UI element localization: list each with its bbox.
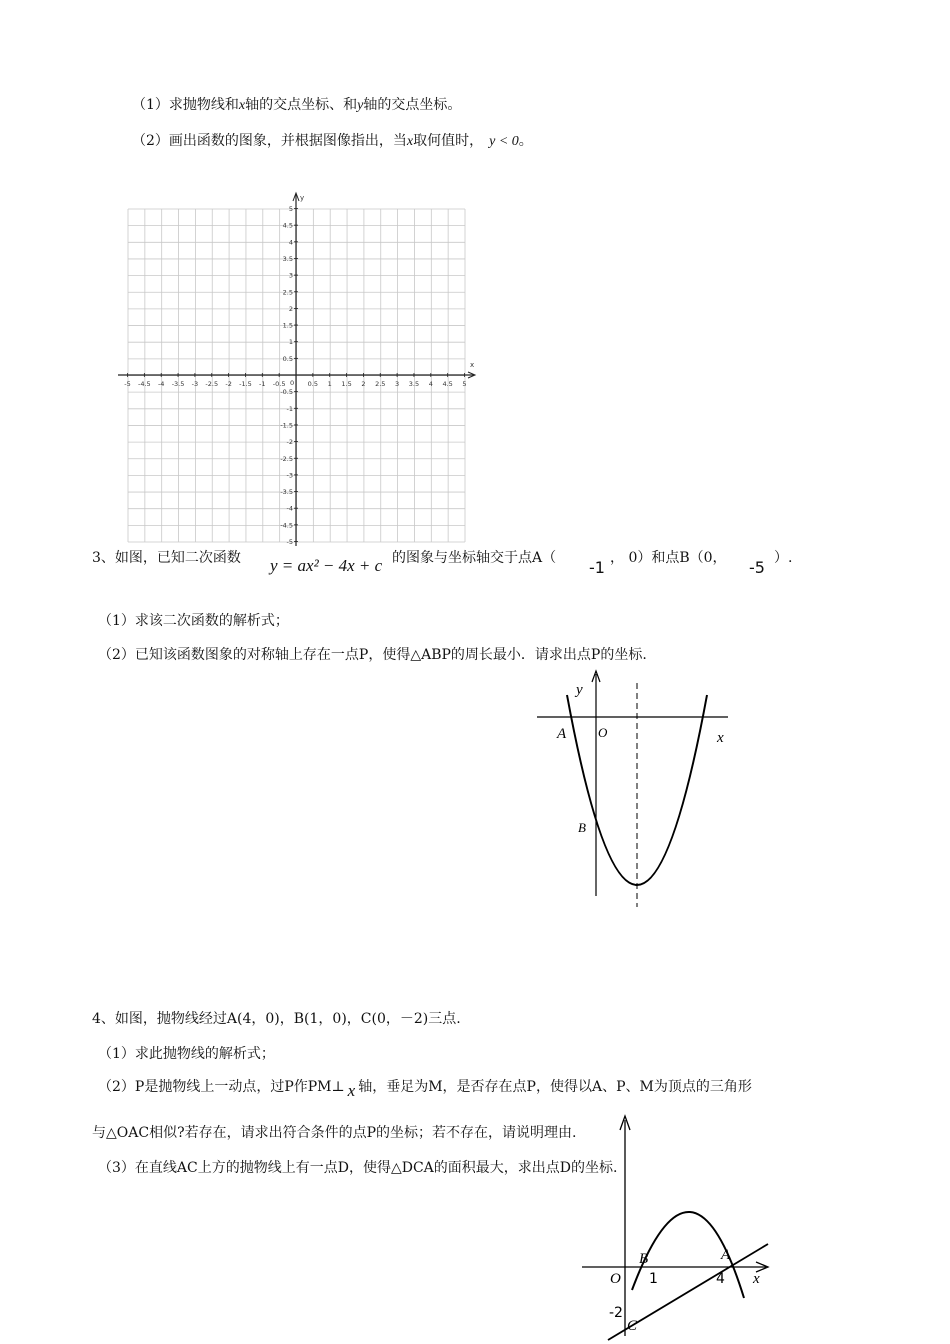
q2-sub2-var-x: x [406, 134, 414, 149]
q2-sub1-text-b: 轴的交点坐标、和 [245, 97, 358, 113]
grid-x-tick-label: 4.5 [442, 380, 453, 388]
q3-label-y: y [576, 682, 583, 698]
grid-x-tick-label: -2.5 [205, 380, 219, 388]
grid-y-tick-label: -3.5 [280, 488, 293, 497]
grid-y-tick-label: 1.5 [282, 321, 293, 330]
q3-formula: y = ax² − 4x + c [270, 556, 383, 575]
q3-intro-text-a: 3、如图，已知二次函数 [92, 550, 241, 566]
q2-sub2-text-b: 取何值时， [413, 133, 484, 149]
q4-label-x: x [753, 1271, 760, 1287]
grid-y-tick-label: 2 [288, 304, 293, 313]
q4-label-O: O [610, 1271, 621, 1287]
grid-y-label: y [300, 194, 305, 202]
grid-y-tick-label: -1.5 [280, 421, 293, 430]
grid-y-tick-label: 4 [288, 238, 293, 247]
grid-y-tick-label: -2 [286, 438, 293, 447]
q3-intro-c: ， 0）和点B（0， [610, 550, 727, 566]
q3-intro-d: ）. [774, 550, 793, 566]
grid-x-tick-label: 1 [327, 380, 332, 388]
q3-label-x: x [717, 730, 724, 746]
q4-label-1: 1 [649, 1271, 658, 1287]
grid-x-tick-label: -3.5 [171, 380, 185, 388]
grid-x-tick-label: 5 [462, 380, 467, 388]
q2-sub1-text-c: 轴的交点坐标。 [363, 97, 462, 113]
grid-y-tick-label: 3.5 [282, 254, 293, 263]
grid-y-tick-label: -0.5 [280, 388, 293, 397]
q4-label-B: B [639, 1251, 649, 1267]
q4-label-neg2: -2 [609, 1305, 623, 1321]
grid-y-tick-label: -2.5 [280, 454, 293, 463]
grid-x-tick-label: 0.5 [307, 380, 319, 388]
grid-y-tick-label: 0.5 [282, 354, 293, 363]
grid-x-tick-label: -1 [259, 380, 266, 388]
grid-y-tick-label: 3 [288, 271, 293, 280]
grid-y-tick-label: -1 [286, 404, 293, 413]
grid-y-tick-label: 1 [288, 338, 293, 347]
q4-sub3: （3）在直线AC上方的抛物线上有一点D，使得△DCA的面积最大，求出点D的坐标. [98, 1160, 618, 1176]
q2-sub1-var-x: x [238, 98, 246, 113]
grid-x-tick-label: 2.5 [375, 380, 386, 388]
q4-sub1: （1）求此抛物线的解析式； [98, 1046, 275, 1062]
q4-label-C: C [627, 1318, 638, 1334]
q4-sub2-text-b: 轴，垂足为M，是否存在点P，使得以A、P、M为顶点的三角形 [358, 1079, 752, 1095]
q2-sub1-text-a: （1）求抛物线和 [132, 97, 239, 113]
q4-sub2-var-x: x [347, 1081, 356, 1100]
grid-x-tick-label: -4 [157, 380, 165, 388]
grid-y-tick-label: -4 [286, 504, 293, 513]
grid-x-tick-label: 3.5 [408, 380, 420, 388]
grid-y-tick-label: -4.5 [280, 521, 293, 530]
grid-x-tick-label: -3 [191, 380, 199, 388]
grid-x-tick-label: 3 [395, 380, 400, 388]
q4-label-A: A [721, 1247, 731, 1263]
grid-origin-label: 0 [290, 379, 295, 387]
q2-sub1-var-y: y [357, 98, 364, 113]
q3-label-A: A [557, 726, 567, 742]
grid-y-tick-label: 4.5 [282, 221, 293, 230]
q2-sub2-text-c: 。 [518, 133, 533, 149]
q3-label-O: O [598, 725, 608, 740]
grid-x-tick-label: -0.5 [272, 380, 286, 388]
grid-x-tick-label: 4 [428, 380, 433, 388]
q4-intro: 4、如图，抛物线经过A(4，0)，B(1，0)，C(0，－2)三点. [92, 1011, 461, 1027]
grid-x-tick-label: 2 [361, 380, 366, 388]
q4-sub2-text-a: （2）P是抛物线上一动点，过P作PM⊥ [98, 1079, 345, 1095]
q3-point-b-y: -5 [749, 558, 765, 577]
q4-label-4: 4 [716, 1271, 725, 1287]
grid-y-tick-label: 2.5 [282, 288, 293, 297]
q3-intro-text-b: 的图象与坐标轴交于点A（ [392, 550, 557, 566]
grid-y-tick-label: -3 [286, 471, 293, 480]
q2-sub2-inequality: y < 0 [489, 134, 519, 149]
grid-x-tick-label: -5 [124, 380, 131, 388]
q2-sub2-text-a: （2）画出函数的图象，并根据图像指出，当 [132, 133, 407, 149]
q3-sub1: （1）求该二次函数的解析式； [98, 613, 289, 629]
grid-x-label: x [470, 361, 475, 369]
grid-x-tick-label: -4.5 [138, 380, 151, 388]
q3-point-a-x: -1 [589, 558, 605, 577]
q3-sub2: （2）已知该函数图象的对称轴上存在一点P，使得△ABP的周长最小．请求出点P的坐标. [98, 647, 647, 663]
q4-sub2-line2: 与△OAC相似?若存在，请求出符合条件的点P的坐标；若不存在，请说明理由. [92, 1125, 577, 1141]
grid-y-tick-label: 5 [288, 205, 293, 213]
grid-x-tick-label: 1.5 [341, 380, 352, 388]
grid-x-tick-label: -2 [225, 380, 232, 388]
grid-y-tick-label: -5 [286, 538, 293, 546]
grid-x-tick-label: -1.5 [239, 380, 252, 388]
q3-label-B: B [578, 820, 586, 835]
